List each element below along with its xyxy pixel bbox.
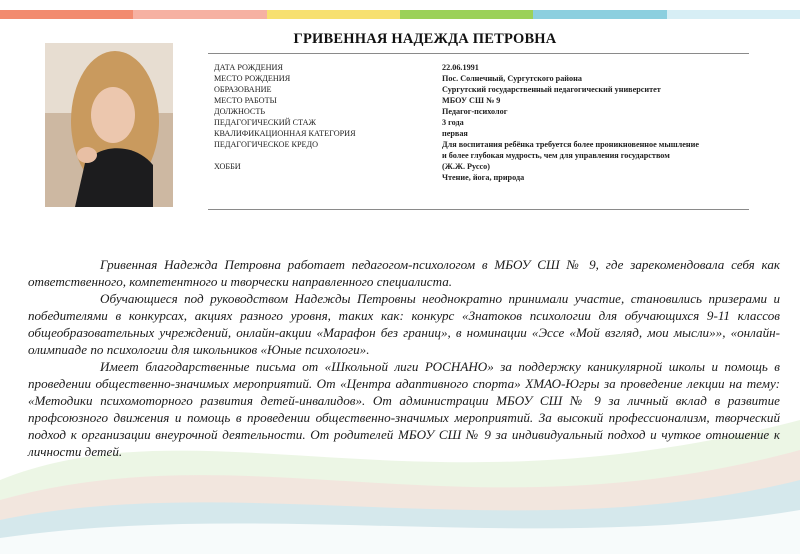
info-label <box>208 172 442 183</box>
info-value: (Ж.Ж. Руссо) <box>442 162 490 171</box>
info-label: ПЕДАГОГИЧЕСКИЙ СТАЖ <box>214 118 316 127</box>
info-value: Пос. Солнечный, Сургутского района <box>442 74 582 83</box>
info-label <box>208 150 442 161</box>
info-table-bottom-rule <box>208 209 749 210</box>
info-value: 3 года <box>442 118 464 127</box>
info-value: первая <box>442 129 468 138</box>
portrait-photo <box>45 43 173 207</box>
info-row <box>208 161 749 172</box>
bio-paragraph: Обучающиеся под руководством Надежды Петровны неоднократно принимали участие, становились призерами и победителями в конкурсах, акциях разного уровня, таких как: конкурс «Знатоков психологии для обучающихся 9-11 классов общеобразовательных учреждений, онлайн-акции «Марафон без границ», в номинации «Эссе «Мой взгляд, мои мысли»», «онлайн-олимпиаде по психологии для школьников «Юные психологи». <box>28 291 780 357</box>
stripe-segment <box>267 10 400 19</box>
info-label: ПЕДАГОГИЧЕСКОЕ КРЕДО <box>214 140 319 149</box>
info-row <box>208 117 749 128</box>
info-table <box>208 53 749 183</box>
top-color-stripe <box>0 10 800 19</box>
info-row <box>208 95 749 106</box>
stripe-segment <box>667 10 800 19</box>
info-value: Чтение, йога, природа <box>442 173 525 182</box>
stripe-segment <box>400 10 533 19</box>
info-value: 22.06.1991 <box>442 63 479 72</box>
info-row <box>208 172 749 183</box>
info-label: МЕСТО РОЖДЕНИЯ <box>214 74 291 83</box>
info-row <box>208 106 749 117</box>
info-row <box>208 150 749 161</box>
info-label: ХОББИ <box>214 162 241 171</box>
info-row <box>208 139 749 150</box>
stripe-segment <box>133 10 266 19</box>
info-value: Сургутский государственный педагогический университет <box>442 85 661 94</box>
info-value: МБОУ СШ № 9 <box>442 96 501 105</box>
info-label: ОБРАЗОВАНИЕ <box>214 85 272 94</box>
info-label: МЕСТО РАБОТЫ <box>214 96 277 105</box>
info-row <box>208 128 749 139</box>
info-value: Для воспитания ребёнка требуется более проникновенное мышление <box>442 140 699 149</box>
bio-paragraph: Гривенная Надежда Петровна работает педагогом-психологом в МБОУ СШ № 9, где зарекомендовала себя как ответственного, компетентного и творчески направленного специалиста. <box>28 257 780 289</box>
bio-paragraph: Имеет благодарственные письма от «Школьной лиги РОСНАНО» за поддержку каникулярной школы и помощь в проведении общественно-значимых мероприятий. От «Центра адаптивного спорта» ХМАО-Югры за проведение лекции на тему: «Методики психомоторного развития детей-инвалидов». От администрации МБОУ СШ № 9 за личный вклад в развитие профсоюзного движения и помощь в проведении общественно-значимых мероприятий. За высокий профессионализм, творческий подход к организации внеурочной деятельности. От родителей МБОУ СШ № 9 за индивидуальный подход и чуткое отношение к личности детей. <box>28 359 780 459</box>
stripe-segment <box>0 10 133 19</box>
biography-text <box>28 256 780 460</box>
info-row <box>208 73 749 84</box>
info-row <box>208 62 749 73</box>
info-label: ДОЛЖНОСТЬ <box>214 107 266 116</box>
info-label: КВАЛИФИКАЦИОННАЯ КАТЕГОРИЯ <box>214 129 356 138</box>
person-name: ГРИВЕННАЯ НАДЕЖДА ПЕТРОВНА <box>293 31 557 47</box>
info-value: Педагог-психолог <box>442 107 508 116</box>
info-label: ДАТА РОЖДЕНИЯ <box>214 63 283 72</box>
info-value: и более глубокая мудрость, чем для управления государством <box>442 151 670 160</box>
stripe-segment <box>533 10 666 19</box>
info-row <box>208 84 749 95</box>
